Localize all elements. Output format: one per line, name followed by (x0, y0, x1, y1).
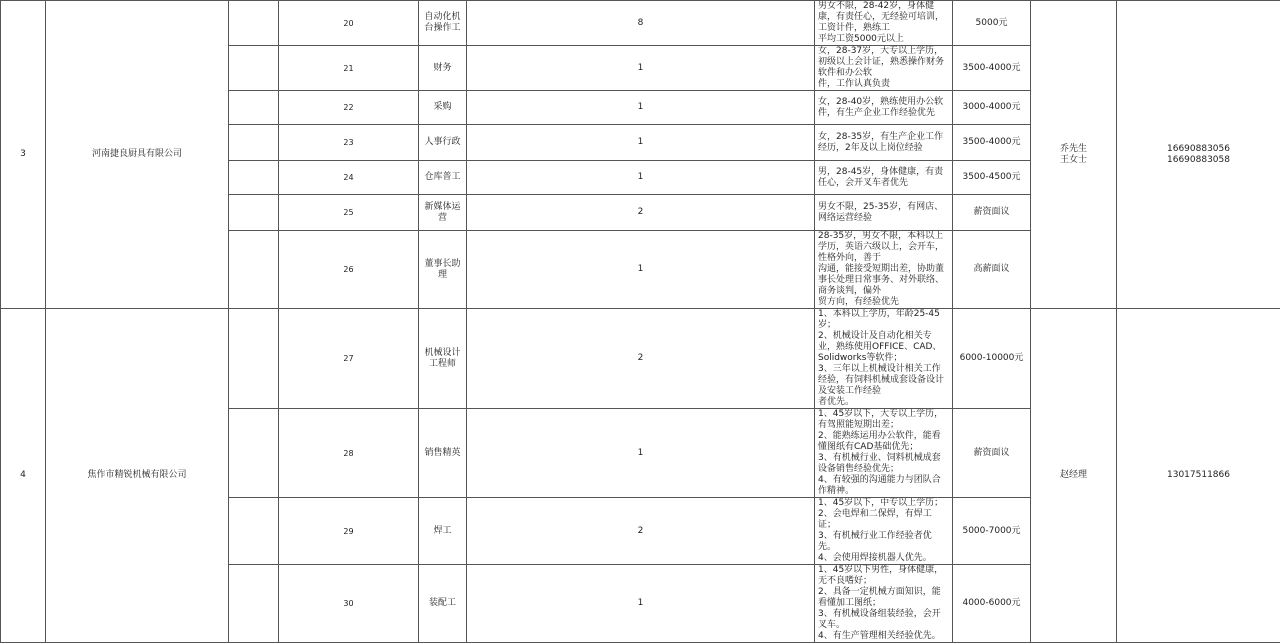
job-title: 采购 (419, 91, 467, 125)
table-row (1, 1, 1280, 46)
blank-cell (229, 125, 279, 161)
job-requirements-line: 女，28-40岁，熟练使用办公软件，有生产企业工作经验优先 (818, 97, 949, 119)
job-requirements-line: 3、有机械行业、饲料机械成套设备销售经验优先； (818, 453, 949, 475)
contact-person (1031, 309, 1117, 643)
job-requirements-line: 2、能熟练运用办公软件，能看懂图纸有CAD基础优先； (818, 431, 949, 453)
contact-phone (1117, 1, 1280, 309)
job-requirements-line: 1、本科以上学历，年龄25-45岁； (818, 309, 949, 331)
job-requirements (815, 46, 953, 91)
blank-cell (229, 309, 279, 409)
job-salary: 高薪面议 (953, 231, 1031, 309)
job-count: 1 (467, 161, 815, 195)
job-no: 30 (279, 565, 419, 643)
job-requirements-line: 贸方向，有经验优先 (818, 297, 949, 308)
contact-person-line: 乔先生 (1034, 144, 1113, 155)
job-requirements (815, 565, 953, 643)
job-title: 销售精英 (419, 409, 467, 498)
job-count: 8 (467, 1, 815, 46)
table-row (1, 309, 1280, 409)
contact-phone (1117, 309, 1280, 643)
job-count: 2 (467, 309, 815, 409)
job-salary: 5000-7000元 (953, 498, 1031, 565)
blank-cell (229, 498, 279, 565)
job-count: 2 (467, 498, 815, 565)
job-count: 1 (467, 46, 815, 91)
job-requirements (815, 409, 953, 498)
contact-phone-line: 16690883058 (1120, 155, 1277, 166)
job-requirements-line: 4、会使用焊接机器人优先。 (818, 553, 949, 564)
job-salary: 3000-4000元 (953, 91, 1031, 125)
job-no: 28 (279, 409, 419, 498)
job-requirements-line: 男女不限，25-35岁，有网店、网络运营经验 (818, 202, 949, 224)
job-title: 新媒体运营 (419, 195, 467, 231)
job-requirements-line: 1、45岁以下男性，身体健康，无不良嗜好； (818, 565, 949, 587)
job-requirements-line: 2、机械设计及自动化相关专业，熟练使用OFFICE、CAD、Solidworks等软件； (818, 331, 949, 364)
job-count: 1 (467, 125, 815, 161)
job-title: 装配工 (419, 565, 467, 643)
job-no: 22 (279, 91, 419, 125)
contact-person-line: 王女士 (1034, 155, 1113, 166)
job-requirements (815, 195, 953, 231)
job-no: 23 (279, 125, 419, 161)
job-no: 27 (279, 309, 419, 409)
job-title: 财务 (419, 46, 467, 91)
contact-person-line: 赵经理 (1034, 470, 1113, 481)
job-salary: 薪资面议 (953, 409, 1031, 498)
job-salary: 3500-4000元 (953, 46, 1031, 91)
job-no: 20 (279, 1, 419, 46)
job-requirements-line: 男女不限，28-42岁，身体健康，有责任心，无经验可培训，工资计件，熟练工 (818, 1, 949, 34)
blank-cell (229, 565, 279, 643)
job-no: 24 (279, 161, 419, 195)
job-count: 1 (467, 409, 815, 498)
company-index: 4 (1, 309, 46, 643)
job-requirements (815, 91, 953, 125)
job-title: 焊工 (419, 498, 467, 565)
job-requirements-line: 2、具备一定机械方面知识，能看懂加工图纸； (818, 587, 949, 609)
job-requirements-line: 4、有生产管理相关经验优先。 (818, 631, 949, 642)
job-no: 21 (279, 46, 419, 91)
job-requirements (815, 1, 953, 46)
job-count: 1 (467, 565, 815, 643)
contact-person (1031, 1, 1117, 309)
job-requirements (815, 498, 953, 565)
job-requirements-line: 女，28-35岁，有生产企业工作经历，2年及以上岗位经验 (818, 132, 949, 154)
job-count: 1 (467, 91, 815, 125)
blank-cell (229, 1, 279, 46)
blank-cell (229, 409, 279, 498)
company-name: 焦作市精锐机械有限公司 (46, 309, 229, 643)
job-requirements-line: 3、三年以上机械设计相关工作经验，有饲料机械成套设备设计及安装工作经验 (818, 364, 949, 397)
job-requirements-line: 平均工资5000元以上 (818, 34, 949, 45)
job-title: 人事行政 (419, 125, 467, 161)
job-no: 25 (279, 195, 419, 231)
job-salary: 5000元 (953, 1, 1031, 46)
job-no: 29 (279, 498, 419, 565)
job-requirements-line: 28-35岁，男女不限，本科以上学历，英语六级以上，会开车，性格外向，善于 (818, 231, 949, 264)
job-requirements-line: 件，工作认真负责 (818, 79, 949, 90)
job-salary: 3500-4500元 (953, 161, 1031, 195)
job-requirements-line: 4、有较强的沟通能力与团队合作精神。 (818, 475, 949, 497)
job-count: 2 (467, 195, 815, 231)
company-index: 3 (1, 1, 46, 309)
blank-cell (229, 231, 279, 309)
job-salary: 3500-4000元 (953, 125, 1031, 161)
job-requirements-line: 沟通，能接受短期出差，协助董事长处理日常事务、对外联络、商务谈判，偏外 (818, 264, 949, 297)
job-salary: 薪资面议 (953, 195, 1031, 231)
contact-phone-line: 13017511866 (1120, 470, 1277, 481)
job-requirements-line: 2、会电焊和二保焊，有焊工证； (818, 509, 949, 531)
blank-cell (229, 195, 279, 231)
job-title: 机械设计工程师 (419, 309, 467, 409)
job-requirements-line: 3、有机械设备组装经验，会开叉车。 (818, 609, 949, 631)
job-requirements (815, 161, 953, 195)
blank-cell (229, 46, 279, 91)
job-requirements-line: 1、45岁以下，大专以上学历，有驾照能短期出差； (818, 409, 949, 431)
job-requirements-line: 男，28-45岁，身体健康，有责任心，会开叉车者优先 (818, 167, 949, 189)
job-title: 自动化机台操作工 (419, 1, 467, 46)
job-count: 1 (467, 231, 815, 309)
job-salary: 4000-6000元 (953, 565, 1031, 643)
job-requirements (815, 125, 953, 161)
job-requirements-line: 1、45岁以下，中专以上学历； (818, 498, 949, 509)
job-requirements-line: 3、有机械行业工作经验者优先。 (818, 531, 949, 553)
blank-cell (229, 161, 279, 195)
blank-cell (229, 91, 279, 125)
job-title: 董事长助理 (419, 231, 467, 309)
job-requirements-line: 女，28-37岁，大专以上学历，初级以上会计证，熟悉操作财务软件和办公软 (818, 46, 949, 79)
company-name: 河南捷良厨具有限公司 (46, 1, 229, 309)
job-salary: 6000-10000元 (953, 309, 1031, 409)
job-requirements (815, 231, 953, 309)
job-requirements (815, 309, 953, 409)
contact-phone-line: 16690883056 (1120, 144, 1277, 155)
job-no: 26 (279, 231, 419, 309)
job-requirements-line: 者优先。 (818, 397, 949, 408)
job-title: 仓库普工 (419, 161, 467, 195)
